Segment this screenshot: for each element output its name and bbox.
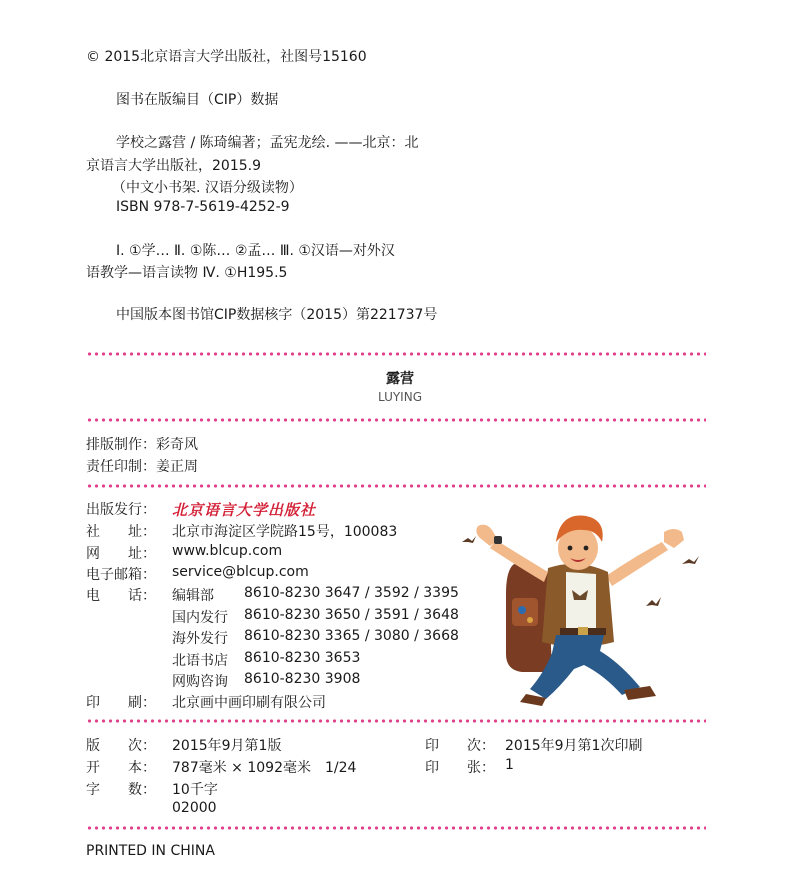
printing-label: 印 次： — [425, 738, 495, 754]
phone-number-bookstore: 8610-8230 3653 — [244, 650, 361, 666]
cip-line-2: 京语言大学出版社，2015.9 — [86, 158, 261, 174]
address-value: 北京市海淀区学院路15号，100083 — [172, 524, 398, 540]
website-link[interactable]: www.blcup.com — [172, 543, 283, 559]
phone-dept-bookstore: 北语书店 — [172, 653, 228, 669]
print-supervisor-value: 姜正周 — [156, 459, 198, 475]
typesetting-label: 排版制作： — [86, 437, 156, 453]
phone-number-overseas: 8610-8230 3365 / 3080 / 3668 — [244, 628, 459, 644]
dotted-divider — [86, 418, 706, 422]
print-supervisor-label: 责任印制： — [86, 459, 156, 475]
format-value: 787毫米 × 1092毫米 1/24 — [172, 760, 357, 776]
dotted-divider — [86, 826, 706, 830]
publisher-logo: 北京语言大学出版社 — [172, 501, 317, 519]
typesetting-value: 彩奇风 — [156, 437, 198, 453]
edition-value: 2015年9月第1版 — [172, 738, 282, 754]
printer-label: 印 刷： — [86, 695, 156, 711]
format-label: 开 本： — [86, 760, 156, 776]
book-code: 02000 — [172, 800, 217, 816]
typesetting-row — [86, 434, 198, 454]
printer-value: 北京画中画印刷有限公司 — [172, 695, 326, 711]
printing-value: 2015年9月第1次印刷 — [505, 738, 643, 754]
book-title-pinyin: LUYING — [377, 390, 422, 404]
dotted-divider — [86, 352, 706, 356]
dotted-divider — [86, 719, 706, 723]
sheets-value: 1 — [505, 757, 514, 773]
cip-heading: 图书在版编目（CIP）数据 — [116, 92, 279, 108]
email-link[interactable]: service@blcup.com — [172, 564, 309, 580]
cip-line-1: 学校之露营 / 陈琦编著；孟宪龙绘. ——北京：北 — [116, 135, 419, 151]
address-label: 社 址： — [86, 524, 156, 540]
word-count-value: 10千字 — [172, 782, 218, 798]
phone-dept-overseas: 海外发行 — [172, 631, 228, 647]
cip-verification: 中国版本图书馆CIP数据核字（2015）第221737号 — [116, 307, 438, 323]
phone-number-online: 8610-8230 3908 — [244, 671, 361, 687]
phone-dept-domestic: 国内发行 — [172, 610, 228, 626]
book-title: 露营 — [386, 371, 414, 387]
phone-number-domestic: 8610-8230 3650 / 3591 / 3648 — [244, 607, 459, 623]
phone-label: 电 话： — [86, 588, 156, 604]
phone-dept-editorial: 编辑部 — [172, 588, 214, 604]
word-count-label: 字 数： — [86, 782, 156, 798]
phone-number-editorial: 8610-8230 3647 / 3592 / 3395 — [244, 585, 459, 601]
sheets-label: 印 张： — [425, 760, 495, 776]
dotted-divider — [86, 484, 706, 488]
email-label: 电子邮箱： — [86, 567, 156, 583]
cip-isbn: ISBN 978-7-5619-4252-9 — [116, 199, 290, 215]
website-label: 网 址： — [86, 546, 156, 562]
edition-label: 版 次： — [86, 738, 156, 754]
phone-dept-online: 网购咨询 — [172, 674, 228, 690]
hiker-boy-illustration — [456, 506, 706, 706]
print-supervisor-row — [86, 456, 198, 476]
cip-series: （中文小书架. 汉语分级读物） — [112, 180, 303, 196]
publisher-label: 出版发行： — [86, 502, 156, 518]
cip-classification-1: Ⅰ. ①学… Ⅱ. ①陈… ②孟… Ⅲ. ①汉语—对外汉 — [116, 243, 395, 259]
copyright-line: © 2015北京语言大学出版社，社图号15160 — [86, 49, 367, 65]
printed-in-china: PRINTED IN CHINA — [86, 843, 215, 859]
cip-classification-2: 语教学—语言读物 Ⅳ. ①H195.5 — [86, 265, 288, 281]
